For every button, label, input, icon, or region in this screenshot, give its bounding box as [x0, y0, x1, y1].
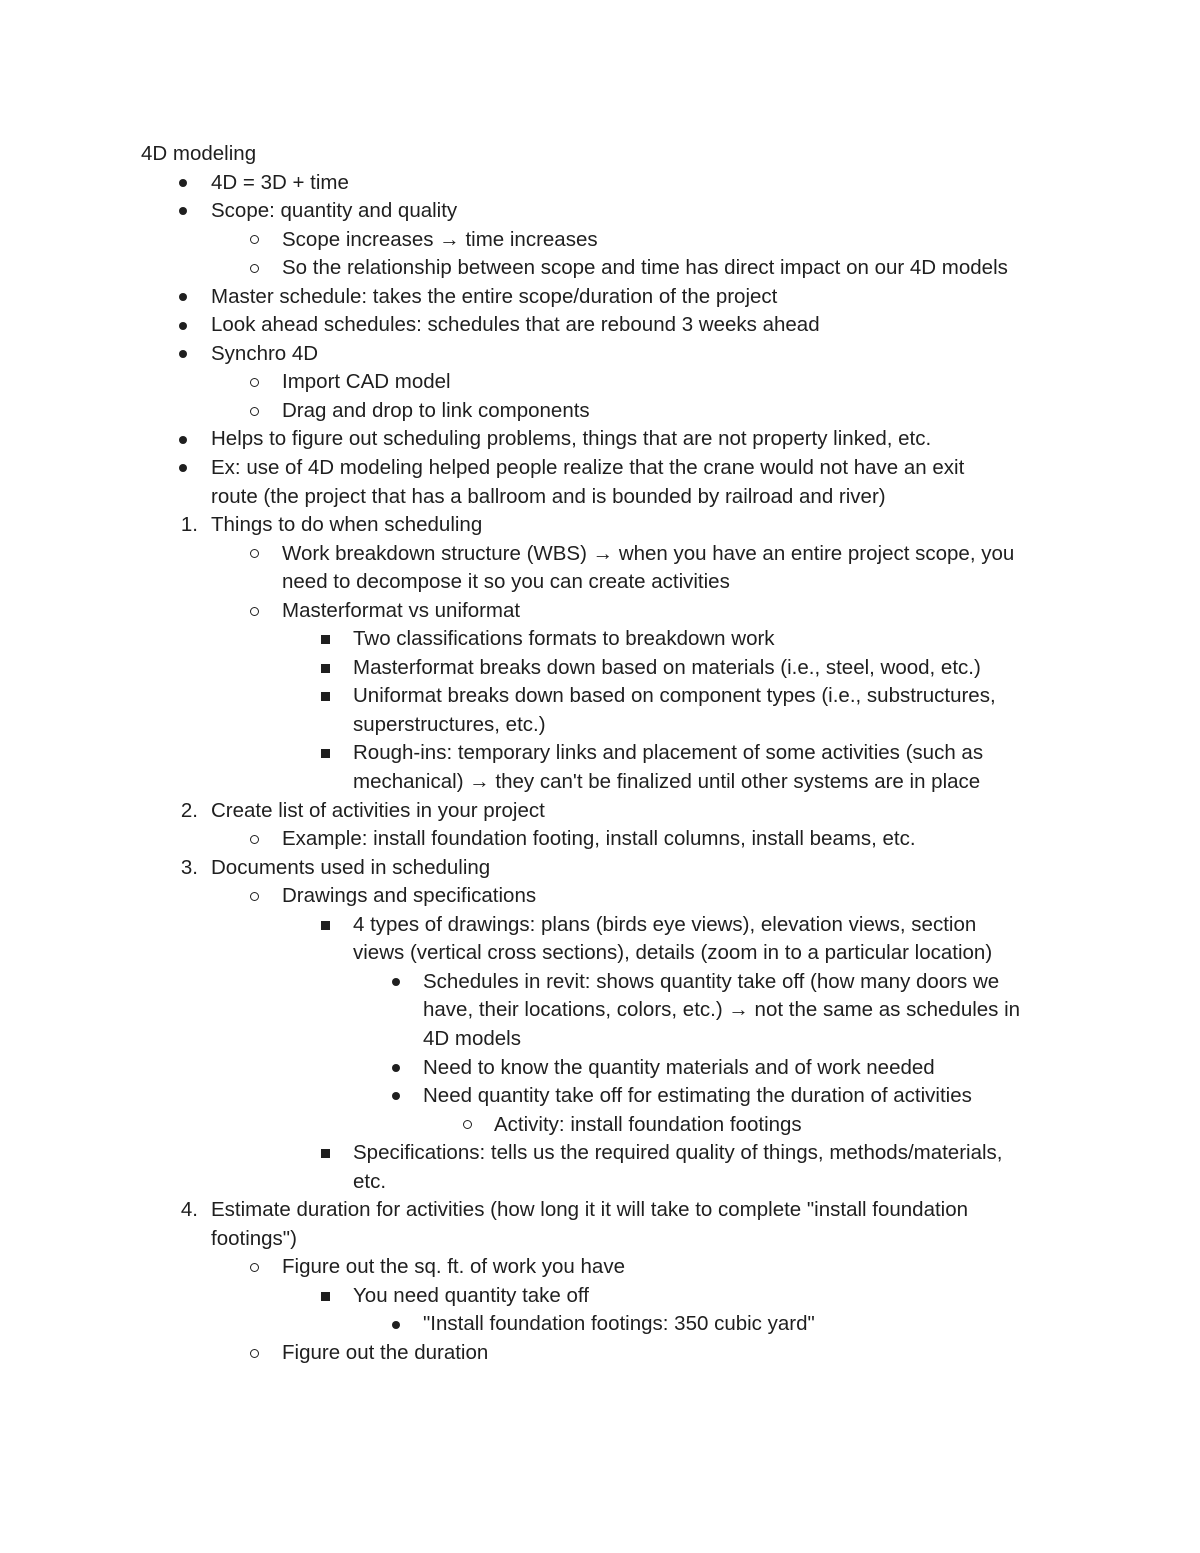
line-text: Drawings and specifications [282, 884, 537, 908]
document-line [0, 140, 1200, 169]
line-text: mechanical) → they can't be finalized until other systems are in place [353, 770, 981, 794]
line-text: Specifications: tells us the required quality of things, methods/materials, [353, 1141, 1003, 1165]
line-text: Need quantity take off for estimating the duration of activities [423, 1084, 972, 1108]
list-marker [317, 739, 333, 768]
list-marker [317, 1139, 333, 1168]
bullet-square-icon [321, 664, 330, 673]
list-number: 1. [180, 513, 198, 537]
document-line [0, 768, 1200, 797]
list-marker [246, 397, 262, 426]
line-text: views (vertical cross sections), details (zoom in to a particular location) [353, 941, 993, 965]
document-line [0, 711, 1200, 740]
document-line [0, 1282, 1200, 1311]
document-line [0, 226, 1200, 255]
line-text: 4D models [423, 1026, 521, 1050]
bullet-disc-icon [179, 179, 187, 187]
bullet-disc-icon [392, 1064, 400, 1072]
document-line [0, 597, 1200, 626]
list-marker [175, 169, 191, 198]
bullet-circle-icon [250, 378, 259, 387]
bullet-circle-icon [250, 835, 259, 844]
list-marker [175, 454, 191, 483]
bullet-disc-icon [392, 1321, 400, 1329]
document-line [0, 682, 1200, 711]
document-line [0, 1225, 1200, 1254]
line-text: Figure out the sq. ft. of work you have [282, 1255, 625, 1279]
list-marker [175, 283, 191, 312]
document-line [0, 996, 1200, 1025]
line-text: Masterformat vs uniformat [282, 598, 521, 622]
list-marker [246, 1253, 262, 1282]
document-line [0, 1111, 1200, 1140]
bullet-square-icon [321, 1292, 330, 1301]
bullet-disc-icon [179, 436, 187, 444]
list-marker [317, 654, 333, 683]
list-marker [175, 340, 191, 369]
bullet-square-icon [321, 749, 330, 758]
list-number: 3. [180, 855, 198, 879]
list-marker [246, 825, 262, 854]
bullet-square-icon [321, 635, 330, 644]
document-line [0, 1168, 1200, 1197]
bullet-circle-icon [463, 1120, 472, 1129]
document-body [0, 140, 1200, 1368]
document-line [0, 511, 1200, 540]
document-line [0, 797, 1200, 826]
bullet-disc-icon [179, 464, 187, 472]
bullet-disc-icon [392, 1092, 400, 1100]
line-text: Master schedule: takes the entire scope/duration of the project [211, 284, 778, 308]
list-marker [175, 197, 191, 226]
list-marker [388, 1310, 404, 1339]
line-text: You need quantity take off [353, 1283, 589, 1307]
document-line [0, 169, 1200, 198]
line-text: Masterformat breaks down based on materials (i.e., steel, wood, etc.) [353, 655, 981, 679]
line-text: Look ahead schedules: schedules that are rebound 3 weeks ahead [211, 313, 820, 337]
list-number: 2. [180, 798, 198, 822]
line-text: Helps to figure out scheduling problems, things that are not property linked, etc. [211, 427, 932, 451]
list-marker [317, 911, 333, 940]
bullet-circle-icon [250, 892, 259, 901]
document-line [0, 1139, 1200, 1168]
list-marker [388, 1082, 404, 1111]
list-marker [246, 597, 262, 626]
document-line [0, 283, 1200, 312]
list-marker [317, 1282, 333, 1311]
document-line [0, 825, 1200, 854]
document-line [0, 254, 1200, 283]
line-text: Uniformat breaks down based on component types (i.e., substructures, [353, 684, 996, 708]
line-text: superstructures, etc.) [353, 712, 546, 736]
bullet-square-icon [321, 692, 330, 701]
line-text: So the relationship between scope and time has direct impact on our 4D models [282, 256, 1008, 280]
line-text: Activity: install foundation footings [494, 1112, 802, 1136]
document-line [0, 654, 1200, 683]
bullet-circle-icon [250, 1263, 259, 1272]
list-marker [175, 311, 191, 340]
bullet-disc-icon [179, 207, 187, 215]
bullet-disc-icon [179, 293, 187, 301]
list-number: 4. [180, 1198, 198, 1222]
document-line [0, 1054, 1200, 1083]
document-line [0, 625, 1200, 654]
line-text: Example: install foundation footing, install columns, install beams, etc. [282, 827, 916, 851]
document-line [0, 483, 1200, 512]
document-line [0, 911, 1200, 940]
document-line [0, 882, 1200, 911]
line-text: Drag and drop to link components [282, 398, 590, 422]
bullet-circle-icon [250, 235, 259, 244]
list-marker [175, 425, 191, 454]
list-marker [246, 254, 262, 283]
document-line [0, 197, 1200, 226]
document-line [0, 425, 1200, 454]
line-text: Rough-ins: temporary links and placement of some activities (such as [353, 741, 984, 765]
list-marker [246, 368, 262, 397]
bullet-circle-icon [250, 1349, 259, 1358]
document-line [0, 939, 1200, 968]
list-marker [246, 882, 262, 911]
document-line [0, 1339, 1200, 1368]
bullet-disc-icon [179, 350, 187, 358]
line-text: Documents used in scheduling [211, 855, 491, 879]
line-text: Estimate duration for activities (how long it it will take to complete "install foundation [211, 1198, 969, 1222]
document-line [0, 1082, 1200, 1111]
bullet-circle-icon [250, 549, 259, 558]
list-marker [459, 1111, 475, 1140]
bullet-square-icon [321, 921, 330, 930]
line-text: Work breakdown structure (WBS) → when you have an entire project scope, you [282, 541, 1015, 565]
document-line [0, 1253, 1200, 1282]
list-marker [246, 1339, 262, 1368]
document-line [0, 1310, 1200, 1339]
line-text: Figure out the duration [282, 1340, 489, 1364]
bullet-circle-icon [250, 264, 259, 273]
line-text: 4 types of drawings: plans (birds eye views), elevation views, section [353, 912, 977, 936]
list-marker [317, 682, 333, 711]
line-text: Synchro 4D [211, 341, 319, 365]
page-title: 4D modeling [141, 142, 257, 165]
list-marker [246, 226, 262, 255]
document-line [0, 968, 1200, 997]
bullet-circle-icon [250, 407, 259, 416]
list-marker [246, 540, 262, 569]
bullet-square-icon [321, 1149, 330, 1158]
list-marker [317, 625, 333, 654]
document-line [0, 1196, 1200, 1225]
document-line [0, 454, 1200, 483]
document-line [0, 340, 1200, 369]
document-line [0, 568, 1200, 597]
line-text: Schedules in revit: shows quantity take off (how many doors we [423, 969, 1000, 993]
document-line [0, 1025, 1200, 1054]
line-text: footings") [211, 1226, 297, 1250]
document-line [0, 739, 1200, 768]
line-text: Things to do when scheduling [211, 513, 483, 537]
line-text: have, their locations, colors, etc.) → not the same as schedules in [423, 998, 1021, 1022]
line-text: "Install foundation footings: 350 cubic yard" [423, 1312, 815, 1336]
document-line [0, 540, 1200, 569]
line-text: Two classifications formats to breakdown work [353, 627, 775, 651]
line-text: Create list of activities in your project [211, 798, 545, 822]
line-text: Need to know the quantity materials and of work needed [423, 1055, 935, 1079]
bullet-disc-icon [179, 322, 187, 330]
line-text: 4D = 3D + time [211, 170, 349, 194]
line-text: etc. [353, 1169, 387, 1193]
document-line [0, 368, 1200, 397]
line-text: need to decompose it so you can create activities [282, 570, 730, 594]
list-marker [388, 968, 404, 997]
line-text: Scope: quantity and quality [211, 199, 458, 223]
line-text: route (the project that has a ballroom and is bounded by railroad and river) [211, 484, 886, 508]
document-line [0, 397, 1200, 426]
line-text: Import CAD model [282, 370, 451, 394]
document-line [0, 311, 1200, 340]
bullet-disc-icon [392, 978, 400, 986]
line-text: Scope increases → time increases [282, 227, 598, 251]
line-text: Ex: use of 4D modeling helped people realize that the crane would not have an exit [211, 456, 965, 480]
bullet-circle-icon [250, 607, 259, 616]
list-marker [388, 1054, 404, 1083]
document-line [0, 854, 1200, 883]
